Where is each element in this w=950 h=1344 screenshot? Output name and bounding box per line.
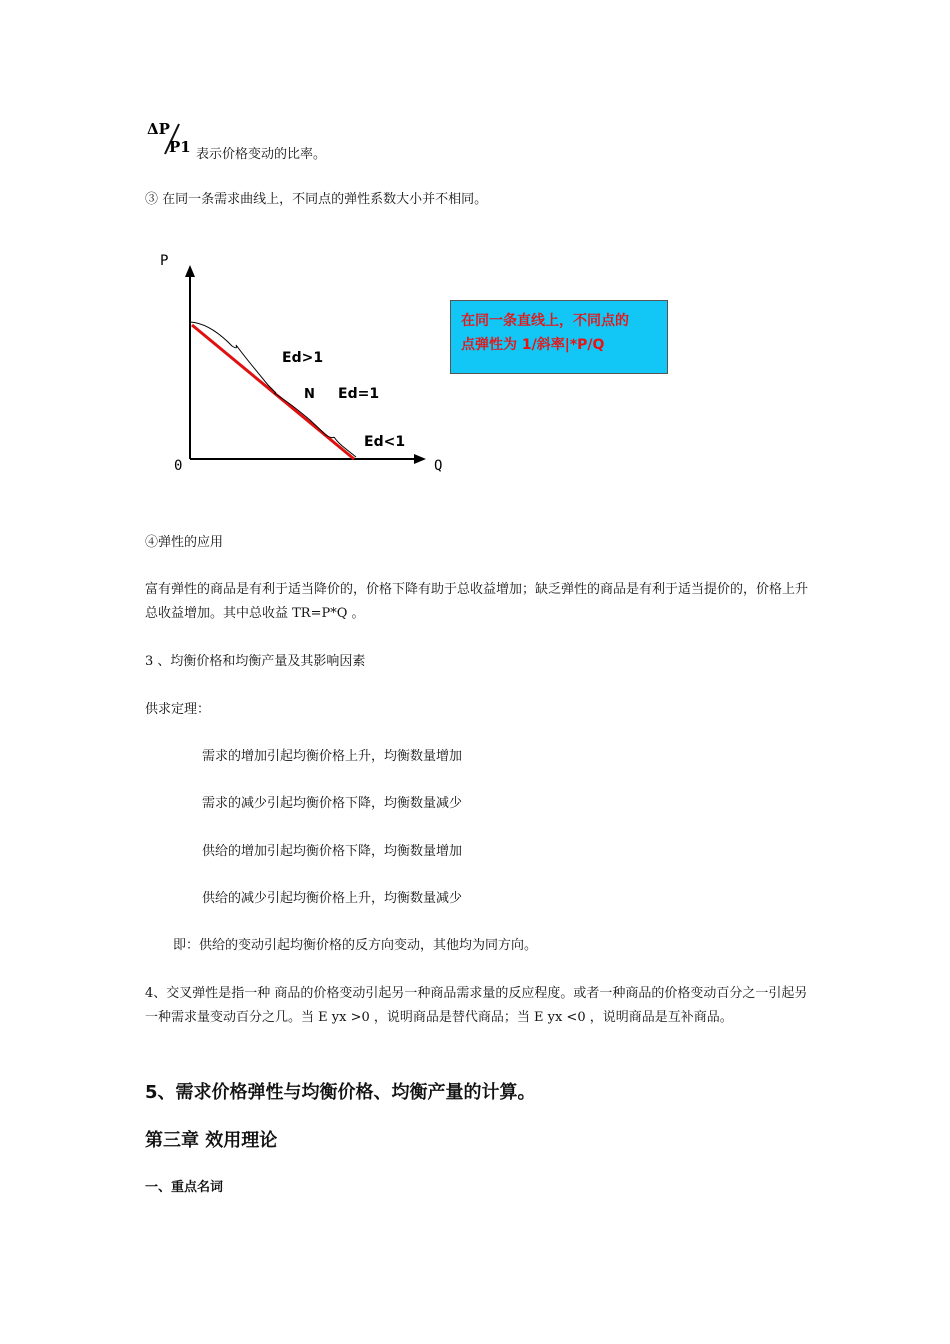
- law-summary: 即：供给的变动引起均衡价格的反方向变动，其他均为同方向。: [173, 938, 538, 953]
- supply-demand-law-title: 供求定理：: [145, 702, 211, 717]
- elasticity-callout-box: [450, 300, 668, 374]
- y-axis-label: P: [160, 253, 169, 269]
- point-4-body: 富有弹性的商品是有利于适当降价的，价格下降有助于总收益增加；缺乏弹性的商品是有利于适当提价的，价格上升总收益增加。其中总收益 TR=P*Q 。: [145, 582, 809, 621]
- law-item-2: 需求的减少引起均衡价格下降，均衡数量减少: [202, 796, 463, 811]
- formula-numerator: ΔP: [147, 120, 170, 138]
- section-3-title: 3 、均衡价格和均衡产量及其影响因素: [145, 654, 366, 669]
- callout-line-2: 点弹性为 1/斜率|*P/Q: [461, 337, 605, 353]
- formula-dp-over-p1: [145, 118, 195, 160]
- origin-label: 0: [174, 458, 183, 474]
- elasticity-diagram: [150, 245, 450, 480]
- subheading-key-terms: 一、重点名词: [145, 1180, 224, 1195]
- section-5-heading: 5、需求价格弹性与均衡价格、均衡产量的计算。: [145, 1082, 536, 1103]
- label-ed-gt-1: Ed>1: [282, 350, 324, 366]
- label-ed-lt-1: Ed<1: [364, 434, 406, 450]
- law-item-4: 供给的减少引起均衡价格上升，均衡数量减少: [202, 891, 463, 906]
- y-axis-arrow: [185, 265, 195, 277]
- label-ed-eq-1: Ed=1: [338, 386, 380, 402]
- law-item-3: 供给的增加引起均衡价格下降，均衡数量增加: [202, 844, 463, 859]
- formula-denominator: P1: [169, 138, 191, 156]
- formula-description: 表示价格变动的比率。: [196, 147, 327, 162]
- chapter-3-heading: 第三章 效用理论: [145, 1130, 278, 1151]
- law-item-1: 需求的增加引起均衡价格上升，均衡数量增加: [202, 749, 463, 764]
- point-4-title: ④弹性的应用: [145, 535, 224, 550]
- section-4-cross-elasticity: 4、交叉弹性是指一种 商品的价格变动引起另一种商品需求量的反应程度。或者一种商品的价格变动百分之一引起另一种需求量变动百分之几。当 E yx >0 ，说明商品是替代商品；当 E yx <0 ，说明商品是互补商品。: [145, 986, 808, 1025]
- demand-line: [192, 325, 354, 459]
- x-axis-label: Q: [434, 458, 443, 474]
- x-axis-arrow: [414, 454, 426, 464]
- point-3-text: ③ 在同一条需求曲线上，不同点的弹性系数大小并不相同。: [145, 192, 488, 207]
- callout-line-1: 在同一条直线上，不同点的: [461, 313, 629, 329]
- label-midpoint-n: N: [304, 387, 315, 402]
